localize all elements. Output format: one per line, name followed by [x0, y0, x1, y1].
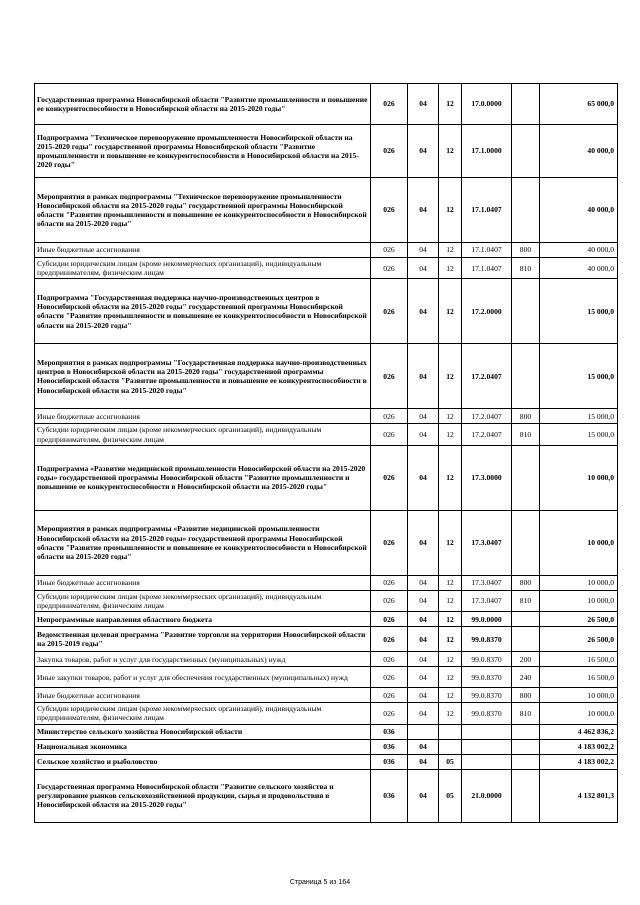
- row-subsection-cell: 12: [439, 703, 462, 724]
- row-target-code-cell: 17.1.0407: [462, 243, 512, 258]
- row-section-cell: 04: [408, 84, 439, 125]
- row-ved-cell: 026: [371, 258, 408, 279]
- row-sum-cell: 16 500,0: [540, 667, 618, 688]
- row-ved-cell: 026: [371, 445, 408, 510]
- page-number: Страница 5 из 164: [289, 879, 351, 886]
- table-row: [35, 424, 618, 445]
- row-ved-cell: 026: [371, 703, 408, 724]
- row-expense-type-cell: [512, 510, 540, 575]
- table-row: [35, 590, 618, 611]
- row-ved-cell: 036: [371, 739, 408, 754]
- budget-table: [34, 83, 618, 823]
- row-subsection-cell: 12: [439, 652, 462, 667]
- row-ved-cell: 026: [371, 688, 408, 703]
- row-expense-type-cell: [512, 344, 540, 409]
- table-row: [35, 724, 618, 739]
- row-expense-type-cell: 810: [512, 424, 540, 445]
- row-target-code-cell: 99.0.8370: [462, 688, 512, 703]
- row-expense-type-cell: 800: [512, 575, 540, 590]
- row-name-cell: Иные закупки товаров, работ и услуг для обеспечения государственных (муниципальных) нужд: [35, 667, 371, 688]
- row-ved-cell: 026: [371, 424, 408, 445]
- row-section-cell: 04: [408, 688, 439, 703]
- row-target-code-cell: 17.2.0407: [462, 344, 512, 409]
- row-expense-type-cell: 810: [512, 590, 540, 611]
- row-name-cell: Субсидии юридическим лицам (кроме некоммерческих организаций), индивидуальным предпринимателям, физическим лицам: [35, 703, 371, 724]
- row-expense-type-cell: [512, 178, 540, 243]
- row-target-code-cell: [462, 724, 512, 739]
- row-expense-type-cell: [512, 724, 540, 739]
- row-name-cell: Подпрограмма "Техническое перевооружение промышленности Новосибирской области на 2015-2020 годы" государственной программы Новосибирской области "Развитие промышленности и повышение ее конкурентоспособности в Новосибирской области на 2015-2020 годы": [35, 125, 371, 178]
- row-subsection-cell: 12: [439, 178, 462, 243]
- row-section-cell: 04: [408, 243, 439, 258]
- row-section-cell: 04: [408, 344, 439, 409]
- row-target-code-cell: 99.0.8370: [462, 627, 512, 652]
- row-expense-type-cell: [512, 125, 540, 178]
- table-row: [35, 754, 618, 769]
- row-target-code-cell: 17.2.0000: [462, 279, 512, 344]
- row-expense-type-cell: [512, 754, 540, 769]
- row-ved-cell: 026: [371, 627, 408, 652]
- row-subsection-cell: 12: [439, 612, 462, 627]
- row-name-cell: Иные бюджетные ассигнования: [35, 688, 371, 703]
- table-row: [35, 84, 618, 125]
- row-expense-type-cell: [512, 612, 540, 627]
- row-target-code-cell: 17.3.0407: [462, 510, 512, 575]
- row-ved-cell: 026: [371, 243, 408, 258]
- table-row: [35, 703, 618, 724]
- row-ved-cell: 026: [371, 344, 408, 409]
- row-sum-cell: 10 000,0: [540, 590, 618, 611]
- table-row: [35, 627, 618, 652]
- row-name-cell: Закупка товаров, работ и услуг для государственных (муниципальных) нужд: [35, 652, 371, 667]
- row-name-cell: Подпрограмма "Государственная поддержка научно-производственных центров в Новосибирской области на 2015-2020 годы" государственной программы Новосибирской области "Развитие промышленности и повышение ее конкурентоспособности в Новосибирской области на 2015-2020 годы": [35, 279, 371, 344]
- row-target-code-cell: 17.3.0407: [462, 575, 512, 590]
- row-sum-cell: 10 000,0: [540, 445, 618, 510]
- row-section-cell: 04: [408, 575, 439, 590]
- table-row: [35, 125, 618, 178]
- table-row: [35, 279, 618, 344]
- row-subsection-cell: 12: [439, 258, 462, 279]
- row-sum-cell: 15 000,0: [540, 409, 618, 424]
- row-subsection-cell: 12: [439, 84, 462, 125]
- row-sum-cell: 40 000,0: [540, 125, 618, 178]
- row-subsection-cell: 12: [439, 445, 462, 510]
- row-name-cell: Субсидии юридическим лицам (кроме некоммерческих организаций), индивидуальным предпринимателям, физическим лицам: [35, 424, 371, 445]
- row-ved-cell: 026: [371, 125, 408, 178]
- row-name-cell: Государственная программа Новосибирской области "Развитие промышленности и повышение ее конкурентоспособности в Новосибирской области на 2015-2020 годы": [35, 84, 371, 125]
- row-section-cell: 04: [408, 754, 439, 769]
- table-row: [35, 652, 618, 667]
- row-ved-cell: 026: [371, 510, 408, 575]
- row-name-cell: Иные бюджетные ассигнования: [35, 575, 371, 590]
- row-ved-cell: 026: [371, 575, 408, 590]
- row-sum-cell: 40 000,0: [540, 258, 618, 279]
- row-expense-type-cell: 800: [512, 409, 540, 424]
- table-row: [35, 688, 618, 703]
- row-ved-cell: 026: [371, 409, 408, 424]
- row-subsection-cell: 12: [439, 590, 462, 611]
- row-section-cell: 04: [408, 612, 439, 627]
- row-subsection-cell: 12: [439, 667, 462, 688]
- table-row: [35, 243, 618, 258]
- table-row: [35, 344, 618, 409]
- table-row: [35, 258, 618, 279]
- row-target-code-cell: 17.0.0000: [462, 84, 512, 125]
- table-row: [35, 445, 618, 510]
- row-target-code-cell: 17.1.0407: [462, 258, 512, 279]
- row-sum-cell: 65 000,0: [540, 84, 618, 125]
- row-name-cell: Министерство сельского хозяйства Новосибирской области: [35, 724, 371, 739]
- row-name-cell: Мероприятия в рамках подпрограммы «Развитие медицинской промышленности Новосибирской области на 2015-2020 годы» государственной программы Новосибирской области "Развитие промышленности и повышение ее конкурентоспособности в Новосибирской области на 2015-2020 годы": [35, 510, 371, 575]
- row-expense-type-cell: [512, 445, 540, 510]
- row-subsection-cell: 12: [439, 243, 462, 258]
- row-subsection-cell: 12: [439, 627, 462, 652]
- row-name-cell: Мероприятия в рамках подпрограммы "Техническое перевооружение промышленности Новосибирской области на 2015-2020 годы" государственной программы Новосибирской области "Развитие промышленности и повышение ее конкурентоспособности в Новосибирской области на 2015-2020 годы": [35, 178, 371, 243]
- row-name-cell: Непрограммные направления областного бюджета: [35, 612, 371, 627]
- row-sum-cell: 40 000,0: [540, 243, 618, 258]
- row-ved-cell: 026: [371, 667, 408, 688]
- row-ved-cell: 026: [371, 279, 408, 344]
- row-section-cell: 04: [408, 258, 439, 279]
- row-subsection-cell: 12: [439, 125, 462, 178]
- row-name-cell: Ведомственная целевая программа "Развитие торговли на территории Новосибирской области на 2015-2019 годы": [35, 627, 371, 652]
- row-subsection-cell: [439, 739, 462, 754]
- table-row: [35, 769, 618, 822]
- row-section-cell: 04: [408, 279, 439, 344]
- row-sum-cell: 10 000,0: [540, 510, 618, 575]
- row-target-code-cell: 17.2.0407: [462, 409, 512, 424]
- row-subsection-cell: 12: [439, 344, 462, 409]
- row-sum-cell: 4 183 002,2: [540, 754, 618, 769]
- row-sum-cell: 10 000,0: [540, 688, 618, 703]
- row-subsection-cell: 05: [439, 754, 462, 769]
- table-row: [35, 667, 618, 688]
- row-section-cell: 04: [408, 178, 439, 243]
- row-expense-type-cell: 810: [512, 703, 540, 724]
- row-section-cell: 04: [408, 703, 439, 724]
- row-sum-cell: 4 132 801,3: [540, 769, 618, 822]
- row-target-code-cell: 17.2.0407: [462, 424, 512, 445]
- row-section-cell: 04: [408, 652, 439, 667]
- row-sum-cell: 4 462 836,2: [540, 724, 618, 739]
- row-expense-type-cell: [512, 627, 540, 652]
- row-section-cell: 04: [408, 510, 439, 575]
- row-section-cell: 04: [408, 590, 439, 611]
- row-expense-type-cell: 800: [512, 688, 540, 703]
- row-section-cell: [408, 724, 439, 739]
- row-name-cell: Иные бюджетные ассигнования: [35, 243, 371, 258]
- row-target-code-cell: [462, 739, 512, 754]
- row-subsection-cell: 12: [439, 688, 462, 703]
- row-sum-cell: 26 500,0: [540, 612, 618, 627]
- row-target-code-cell: 17.1.0000: [462, 125, 512, 178]
- row-name-cell: Национальная экономика: [35, 739, 371, 754]
- row-section-cell: 04: [408, 445, 439, 510]
- row-subsection-cell: 12: [439, 409, 462, 424]
- table-row: [35, 612, 618, 627]
- row-target-code-cell: 99.0.0000: [462, 612, 512, 627]
- row-expense-type-cell: [512, 84, 540, 125]
- table-row: [35, 739, 618, 754]
- row-ved-cell: 026: [371, 612, 408, 627]
- row-name-cell: Мероприятия в рамках подпрограммы "Государственная поддержка научно-производственных центров в Новосибирской области на 2015-2020 годы" государственной программы Новосибирской области "Развитие промышленности и повышение ее конкурентоспособности в Новосибирской области на 2015-2020 годы": [35, 344, 371, 409]
- row-expense-type-cell: [512, 769, 540, 822]
- row-section-cell: 04: [408, 667, 439, 688]
- row-expense-type-cell: [512, 279, 540, 344]
- row-expense-type-cell: [512, 739, 540, 754]
- table-row: [35, 510, 618, 575]
- row-section-cell: 04: [408, 769, 439, 822]
- row-section-cell: 04: [408, 627, 439, 652]
- row-section-cell: 04: [408, 125, 439, 178]
- row-target-code-cell: 17.1.0407: [462, 178, 512, 243]
- row-ved-cell: 026: [371, 652, 408, 667]
- row-target-code-cell: 21.0.0000: [462, 769, 512, 822]
- row-sum-cell: 4 183 002,2: [540, 739, 618, 754]
- row-sum-cell: 26 500,0: [540, 627, 618, 652]
- row-section-cell: 04: [408, 424, 439, 445]
- row-subsection-cell: 12: [439, 279, 462, 344]
- row-target-code-cell: 17.3.0407: [462, 590, 512, 611]
- row-target-code-cell: 99.0.8370: [462, 667, 512, 688]
- row-name-cell: Субсидии юридическим лицам (кроме некоммерческих организаций), индивидуальным предпринимателям, физическим лицам: [35, 258, 371, 279]
- row-sum-cell: 10 000,0: [540, 575, 618, 590]
- table-row: [35, 409, 618, 424]
- row-ved-cell: 026: [371, 178, 408, 243]
- row-expense-type-cell: 810: [512, 258, 540, 279]
- row-expense-type-cell: 240: [512, 667, 540, 688]
- row-subsection-cell: 12: [439, 510, 462, 575]
- row-section-cell: 04: [408, 409, 439, 424]
- row-target-code-cell: 99.0.8370: [462, 703, 512, 724]
- row-target-code-cell: 17.3.0000: [462, 445, 512, 510]
- row-ved-cell: 026: [371, 84, 408, 125]
- row-name-cell: Сельское хозяйство и рыболовство: [35, 754, 371, 769]
- row-sum-cell: 15 000,0: [540, 279, 618, 344]
- row-ved-cell: 036: [371, 754, 408, 769]
- row-sum-cell: 15 000,0: [540, 424, 618, 445]
- row-sum-cell: 16 500,0: [540, 652, 618, 667]
- row-name-cell: Государственная программа Новосибирской области "Развитие сельского хозяйства и регулирование рынков сельскохозяйственной продукции, сырья и продовольствия в Новосибирской области на 2015-2020 годы": [35, 769, 371, 822]
- row-subsection-cell: 05: [439, 769, 462, 822]
- row-ved-cell: 026: [371, 590, 408, 611]
- row-subsection-cell: [439, 724, 462, 739]
- row-ved-cell: 036: [371, 769, 408, 822]
- row-name-cell: Субсидии юридическим лицам (кроме некоммерческих организаций), индивидуальным предпринимателям, физическим лицам: [35, 590, 371, 611]
- row-name-cell: Иные бюджетные ассигнования: [35, 409, 371, 424]
- row-ved-cell: 036: [371, 724, 408, 739]
- row-section-cell: 04: [408, 739, 439, 754]
- row-subsection-cell: 12: [439, 424, 462, 445]
- row-sum-cell: 15 000,0: [540, 344, 618, 409]
- row-subsection-cell: 12: [439, 575, 462, 590]
- row-expense-type-cell: 800: [512, 243, 540, 258]
- table-row: [35, 575, 618, 590]
- row-sum-cell: 10 000,0: [540, 703, 618, 724]
- row-expense-type-cell: 200: [512, 652, 540, 667]
- row-sum-cell: 40 000,0: [540, 178, 618, 243]
- row-name-cell: Подпрограмма «Развитие медицинской промышленности Новосибирской области на 2015-2020 годы» государственной программы Новосибирской области "Развитие промышленности и повышение ее конкурентоспособности в Новосибирской области на 2015-2020 годы": [35, 445, 371, 510]
- table-row: [35, 178, 618, 243]
- row-target-code-cell: [462, 754, 512, 769]
- row-target-code-cell: 99.0.8370: [462, 652, 512, 667]
